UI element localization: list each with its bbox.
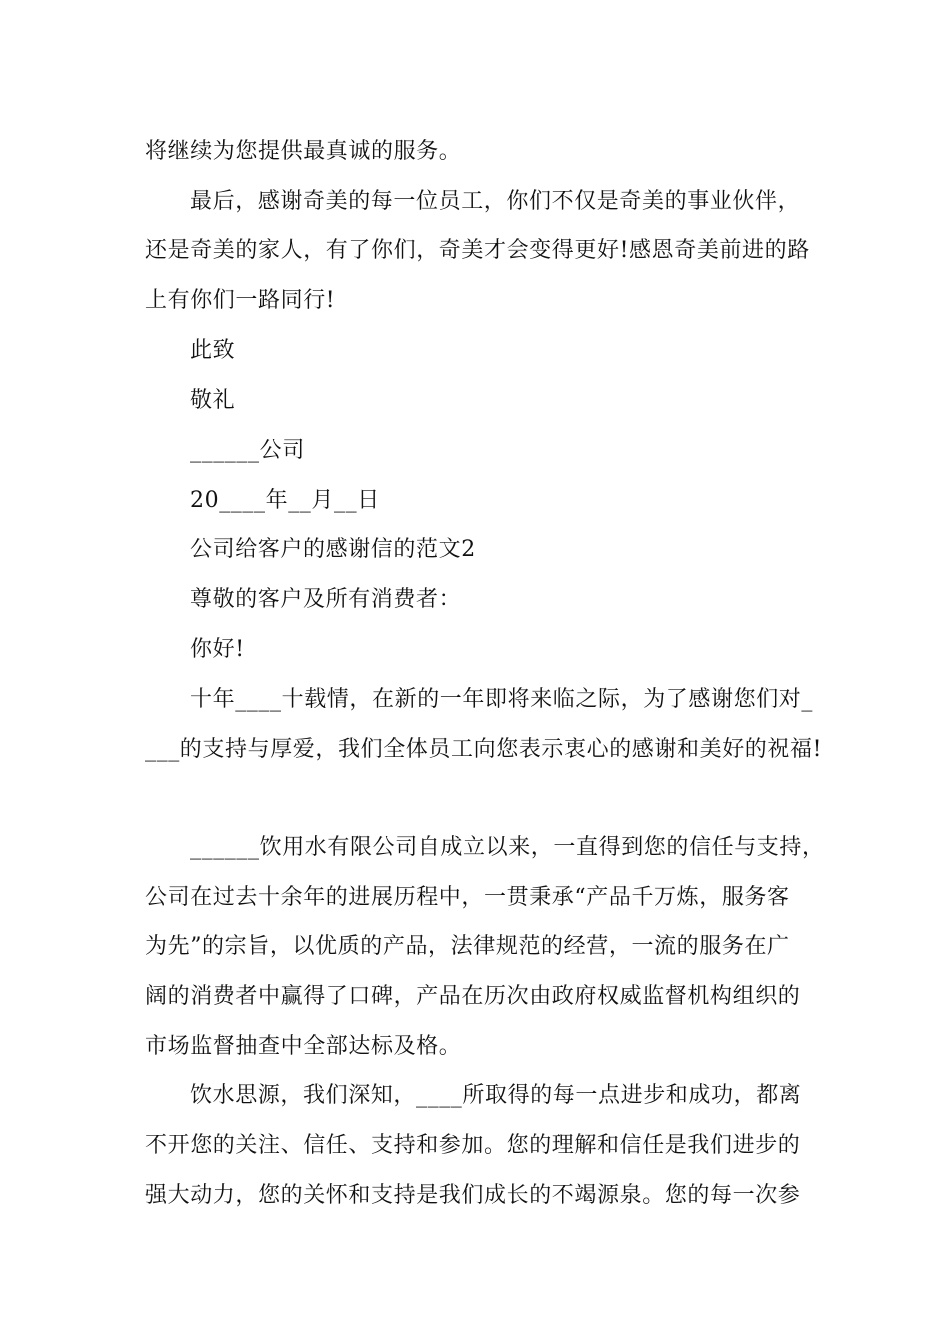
text-line: 不开您的关注、信任、支持和参加。您的理解和信任是我们进步的	[145, 1133, 801, 1158]
text-line: 为先”的宗旨，以优质的产品，法律规范的经营，一流的服务在广	[145, 934, 790, 959]
section-title: 公司给客户的感谢信的范文2	[190, 537, 476, 562]
text-line: 阔的消费者中赢得了口碑，产品在历次由政府权威监督机构组织的	[145, 984, 801, 1009]
letter-greeting: 尊敬的客户及所有消费者：	[190, 587, 462, 612]
text-line: 公司在过去十余年的进展历程中，一贯秉承“产品千万炼，服务客	[145, 885, 790, 910]
text-line: 饮水思源，我们深知，____所取得的每一点进步和成功，都离	[190, 1083, 802, 1108]
text-line: ___的支持与厚爱，我们全体员工向您表示衷心的感谢和美好的祝福!	[145, 737, 823, 762]
signature-company: ______公司	[190, 438, 305, 463]
text-line: 最后，感谢奇美的每一位员工，你们不仅是奇美的事业伙伴，	[190, 189, 801, 214]
text-line: 强大动力，您的关怀和支持是我们成长的不竭源泉。您的每一次参	[145, 1183, 801, 1208]
signature-date: 20____年__月__日	[190, 488, 380, 513]
text-line: ______饮用水有限公司自成立以来，一直得到您的信任与支持，	[190, 835, 825, 860]
closing-salutation: 此致	[190, 338, 236, 363]
text-line: 上有你们一路同行!	[145, 288, 336, 313]
text-line: 市场监督抽查中全部达标及格。	[145, 1034, 462, 1059]
text-line: 还是奇美的家人，有了你们，奇美才会变得更好!感恩奇美前进的路	[145, 238, 810, 263]
closing-regards: 敬礼	[190, 388, 236, 413]
text-line: 十年____十载情，在新的一年即将来临之际，为了感谢您们对_	[190, 687, 814, 712]
letter-hello: 你好!	[190, 637, 245, 662]
text-line: 将继续为您提供最真诚的服务。	[145, 139, 462, 164]
